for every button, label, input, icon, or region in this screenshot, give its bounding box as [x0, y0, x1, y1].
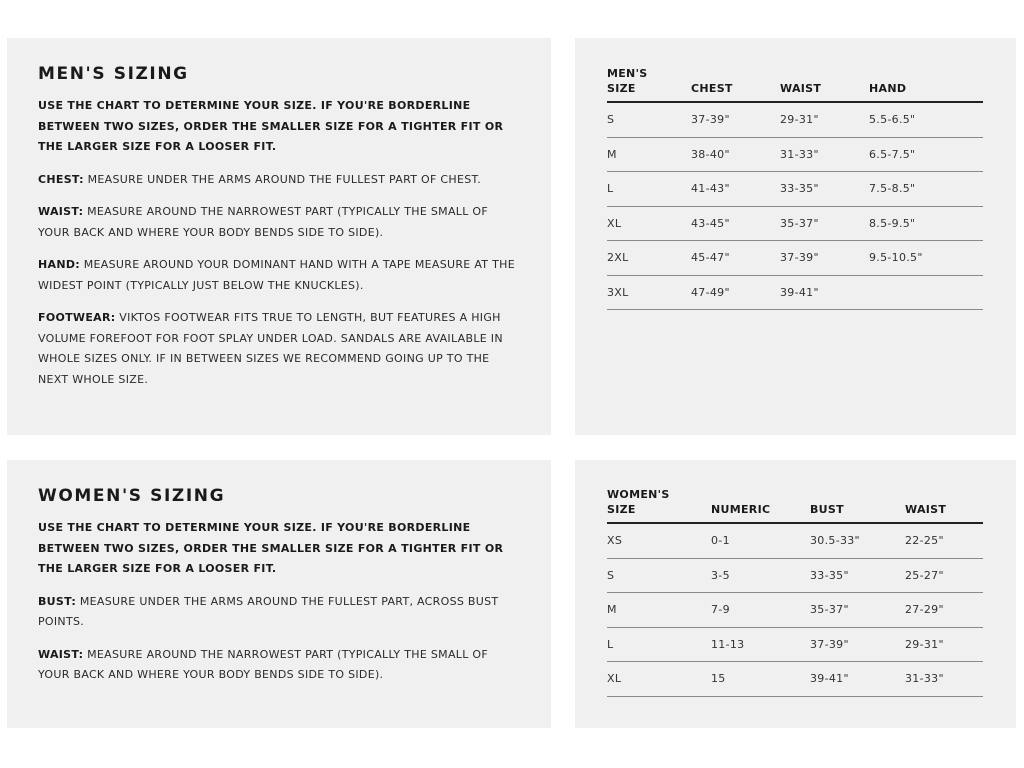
womens-cell-bust: 35-37" [810, 593, 905, 628]
mens-header-chest: CHEST [691, 66, 780, 102]
mens-cell-waist: 37-39" [780, 241, 869, 276]
womens-header-size [607, 487, 711, 523]
mens-sizing-title: MEN'S SIZING [38, 64, 189, 84]
womens-header-numeric: NUMERIC [711, 487, 810, 523]
mens-cell-chest: 47-49" [691, 275, 780, 310]
mens-cell-chest: 38-40" [691, 137, 780, 172]
womens-cell-bust: 37-39" [810, 627, 905, 662]
womens-cell-size: XS [607, 523, 711, 558]
mens-cell-chest: 37-39" [691, 102, 780, 137]
womens-cell-size: M [607, 593, 711, 628]
womens-cell-numeric: 11-13 [711, 627, 810, 662]
mens-cell-waist: 29-31" [780, 102, 869, 137]
womens-size-table-panel [575, 460, 1016, 728]
mens-cell-hand: 8.5-9.5" [869, 206, 983, 241]
mens-note-chest [38, 170, 521, 191]
womens-size-table [607, 487, 983, 697]
womens-note-bust [38, 592, 521, 633]
mens-note-footwear [38, 308, 521, 390]
womens-cell-waist: 29-31" [905, 627, 983, 662]
mens-sizing-intro: USE THE CHART TO DETERMINE YOUR SIZE. IF YOU'RE BORDERLINE BETWEEN TWO SIZES, ORDER THE SMALLER SIZE FOR A TIGHTER FIT OR THE LARGER SIZE FOR A LOOSER FIT. [38, 99, 504, 153]
mens-size-table-panel [575, 38, 1016, 435]
mens-sizing-info-panel [7, 38, 551, 435]
mens-cell-chest: 41-43" [691, 172, 780, 207]
table-row [607, 206, 983, 241]
mens-note-chest-text: MEASURE UNDER THE ARMS AROUND THE FULLEST PART OF CHEST. [83, 172, 482, 186]
mens-cell-size: L [607, 172, 691, 207]
mens-cell-hand: 5.5-6.5" [869, 102, 983, 137]
mens-header-hand: HAND [869, 66, 983, 102]
mens-cell-size: 3XL [607, 275, 691, 310]
mens-cell-size: S [607, 102, 691, 137]
womens-cell-numeric: 3-5 [711, 558, 810, 593]
womens-note-waist-text: MEASURE AROUND THE NARROWEST PART (TYPICALLY THE SMALL OF YOUR BACK AND WHERE YOUR BODY BENDS SIDE TO SIDE). [38, 647, 489, 681]
womens-cell-bust: 39-41" [810, 662, 905, 697]
table-row [607, 102, 983, 137]
table-row [607, 593, 983, 628]
womens-cell-size: S [607, 558, 711, 593]
mens-cell-chest: 45-47" [691, 241, 780, 276]
mens-note-chest-label: CHEST: [38, 172, 84, 186]
mens-header-size-label: MEN'S SIZE [607, 67, 648, 95]
mens-note-hand [38, 255, 521, 296]
womens-cell-waist: 22-25" [905, 523, 983, 558]
mens-cell-hand: 7.5-8.5" [869, 172, 983, 207]
mens-note-waist-text: MEASURE AROUND THE NARROWEST PART (TYPICALLY THE SMALL OF YOUR BACK AND WHERE YOUR BODY BENDS SIDE TO SIDE). [38, 205, 489, 239]
mens-cell-waist: 31-33" [780, 137, 869, 172]
womens-cell-numeric: 0-1 [711, 523, 810, 558]
womens-header-size-label: WOMEN'S SIZE [607, 488, 670, 516]
table-header-row [607, 66, 983, 102]
womens-cell-waist: 27-29" [905, 593, 983, 628]
table-row [607, 558, 983, 593]
womens-note-bust-label: BUST: [38, 594, 77, 608]
womens-note-bust-text: MEASURE UNDER THE ARMS AROUND THE FULLEST PART, ACROSS BUST POINTS. [38, 594, 499, 628]
mens-cell-waist: 35-37" [780, 206, 869, 241]
womens-cell-size: XL [607, 662, 711, 697]
womens-sizing-intro: USE THE CHART TO DETERMINE YOUR SIZE. IF YOU'RE BORDERLINE BETWEEN TWO SIZES, ORDER THE SMALLER SIZE FOR A TIGHTER FIT OR THE LARGER SIZE FOR A LOOSER FIT. [38, 521, 504, 575]
mens-note-hand-label: HAND: [38, 258, 80, 271]
womens-cell-numeric: 7-9 [711, 593, 810, 628]
table-row [607, 241, 983, 276]
table-header-row [607, 487, 983, 523]
mens-cell-size: 2XL [607, 241, 691, 276]
womens-cell-waist: 25-27" [905, 558, 983, 593]
table-row [607, 172, 983, 207]
mens-cell-size: XL [607, 206, 691, 241]
womens-note-waist [38, 645, 521, 686]
mens-header-waist: WAIST [780, 66, 869, 102]
mens-size-table [607, 66, 983, 310]
womens-cell-bust: 33-35" [810, 558, 905, 593]
mens-cell-waist: 33-35" [780, 172, 869, 207]
table-row [607, 275, 983, 310]
mens-note-footwear-label: FOOTWEAR: [38, 311, 116, 324]
womens-sizing-title: WOMEN'S SIZING [38, 486, 226, 506]
mens-cell-size: M [607, 137, 691, 172]
womens-cell-waist: 31-33" [905, 662, 983, 697]
womens-sizing-info-panel [7, 460, 551, 728]
mens-note-waist [38, 202, 521, 243]
mens-note-hand-text: MEASURE AROUND YOUR DOMINANT HAND WITH A TAPE MEASURE AT THE WIDEST POINT (TYPICALLY JUST BELOW THE KNUCKLES). [38, 258, 515, 292]
womens-cell-size: L [607, 627, 711, 662]
mens-note-footwear-text: VIKTOS FOOTWEAR FITS TRUE TO LENGTH, BUT FEATURES A HIGH VOLUME FOREFOOT FOR FOOT SPLAY UNDER LOAD. SANDALS ARE AVAILABLE IN WHOLE SIZES ONLY. IF IN BETWEEN SIZES WE RECOMMEND GOING UP TO THE NEXT WHOLE SIZE. [38, 311, 503, 386]
womens-note-waist-label: WAIST: [38, 647, 84, 661]
table-row [607, 137, 983, 172]
mens-header-size [607, 66, 691, 102]
womens-header-bust: BUST [810, 487, 905, 523]
mens-cell-chest: 43-45" [691, 206, 780, 241]
table-row [607, 627, 983, 662]
mens-cell-waist: 39-41" [780, 275, 869, 310]
womens-cell-numeric: 15 [711, 662, 810, 697]
mens-cell-hand: 6.5-7.5" [869, 137, 983, 172]
womens-cell-bust: 30.5-33" [810, 523, 905, 558]
table-row [607, 523, 983, 558]
mens-cell-hand [869, 275, 983, 310]
table-row [607, 662, 983, 697]
mens-cell-hand: 9.5-10.5" [869, 241, 983, 276]
mens-note-waist-label: WAIST: [38, 205, 84, 218]
womens-header-waist: WAIST [905, 487, 983, 523]
